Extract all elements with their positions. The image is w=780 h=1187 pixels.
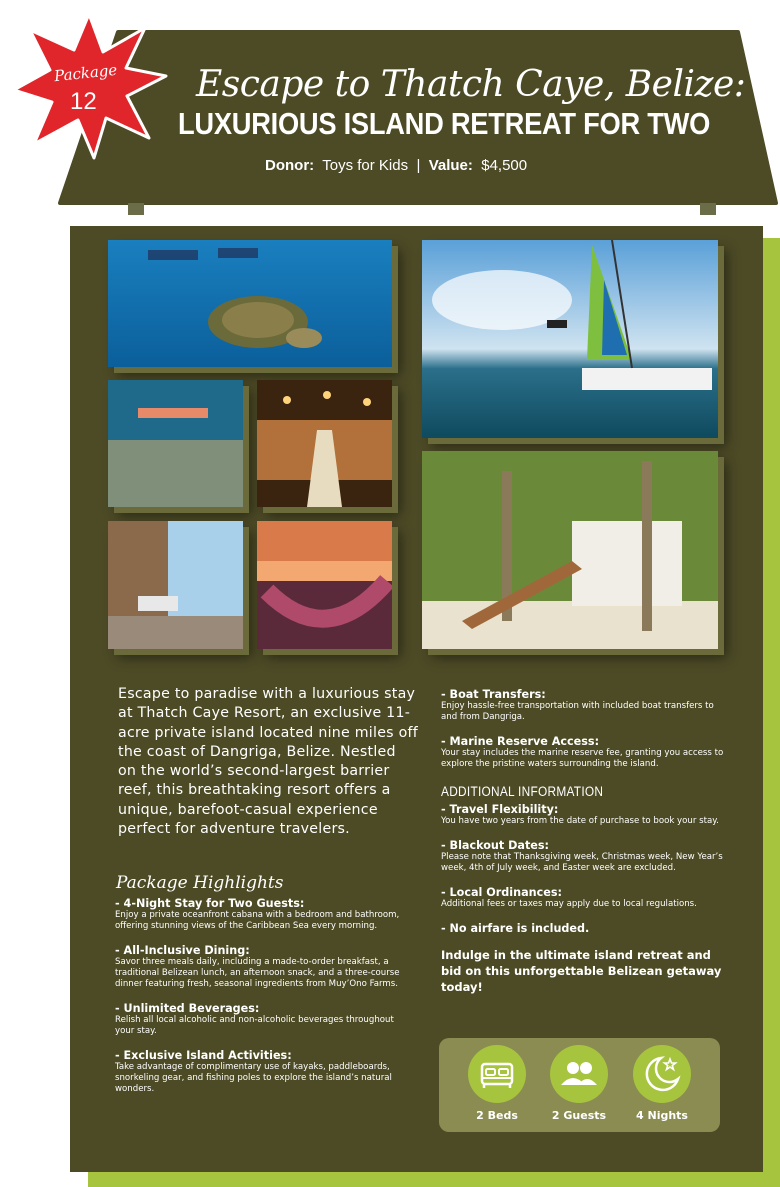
donor-value-line: Donor: Toys for Kids | Value: $4,500	[265, 157, 528, 174]
additional-information-heading: ADDITIONAL INFORMATION	[441, 784, 604, 799]
detail-text: Your stay includes the marine reserve fee, granting you access to explore the pristine waters surrounding the island.	[441, 748, 724, 769]
highlight-text: Take advantage of complimentary use of kayaks, paddleboards, snorkeling gear, and fishing poles to explore the island’s natural wonders.	[115, 1062, 392, 1094]
photo-hammock-sunset	[257, 521, 392, 649]
page-title-script: Escape to Thatch Caye, Belize: A	[196, 64, 778, 105]
detail-item	[441, 735, 726, 770]
additional-text: Additional fees or taxes may apply due to local regulations.	[441, 899, 697, 909]
additional-item	[441, 886, 726, 910]
additional-title: - Local Ordinances:	[441, 886, 562, 899]
highlight-title: - Exclusive Island Activities:	[115, 1049, 292, 1062]
package-highlights-heading: Package Highlights	[116, 873, 284, 893]
additional-title: - No airfare is included.	[441, 922, 590, 935]
badge-package-number: 12	[70, 88, 97, 115]
icon-label-guests: 2 Guests	[551, 1109, 607, 1122]
photo-cabana-deck	[108, 521, 243, 649]
additional-item	[441, 803, 726, 827]
highlight-title: - 4-Night Stay for Two Guests:	[115, 897, 305, 910]
guests-icon	[550, 1045, 608, 1103]
highlight-item	[115, 1002, 400, 1037]
photo-dinner-table	[257, 380, 392, 507]
highlight-text: Relish all local alcoholic and non-alcoholic beverages throughout your stay.	[115, 1015, 394, 1036]
detail-item	[441, 688, 726, 723]
highlight-text: Enjoy a private oceanfront cabana with a bedroom and bathroom, offering stunning views of the Caribbean Sea every morning.	[115, 910, 400, 931]
highlight-item	[115, 897, 400, 932]
photo-snorkeler-reef	[108, 380, 243, 507]
additional-text: Please note that Thanksgiving week, Christmas week, New Year’s week, 4th of July week, and Easter week are excluded.	[441, 852, 723, 873]
detail-title: - Marine Reserve Access:	[441, 735, 600, 748]
badge-package-label: Package	[53, 60, 119, 86]
page-title-main: LUXURIOUS ISLAND RETREAT FOR TWO	[178, 106, 711, 141]
additional-text: You have two years from the date of purchase to book your stay.	[441, 816, 719, 826]
moon-star-icon	[633, 1045, 691, 1103]
package-badge-burst	[10, 10, 168, 160]
right-column-details	[441, 688, 726, 995]
icon-label-nights: 4 Nights	[636, 1109, 688, 1122]
bed-icon	[468, 1045, 526, 1103]
detail-text: Enjoy hassle-free transportation with included boat transfers to and from Dangriga.	[441, 701, 714, 722]
closing-call-to-action: Indulge in the ultimate island retreat and bid on this unforgettable Belizean getaway today!	[441, 948, 722, 994]
highlight-text: Savor three meals daily, including a made-to-order breakfast, a traditional Belizean lunch, an afternoon snack, and a three-course dinner featuring fresh, seasonal ingredients from Muy’Ono Farms.	[115, 957, 400, 989]
highlight-item	[115, 944, 400, 990]
detail-title: - Boat Transfers:	[441, 688, 546, 701]
additional-item	[441, 922, 726, 935]
additional-item	[441, 839, 726, 874]
highlight-title: - All-Inclusive Dining:	[115, 944, 250, 957]
highlight-item	[115, 1049, 400, 1095]
highlight-title: - Unlimited Beverages:	[115, 1002, 260, 1015]
additional-title: - Blackout Dates:	[441, 839, 550, 852]
photo-sea-turtle	[108, 240, 392, 367]
icon-label-beds: 2 Beds	[476, 1109, 518, 1122]
highlights-list	[115, 897, 400, 1107]
photo-catamaran-jump	[422, 240, 718, 438]
additional-title: - Travel Flexibility:	[441, 803, 559, 816]
photo-palm-treehouse	[422, 451, 718, 649]
intro-paragraph: Escape to paradise with a luxurious stay at Thatch Caye Resort, an exclusive 11-acre private island located nine miles off the coast of Dangriga, Belize. Nestled on the world’s second-largest barrier reef, this breathtaking resort offers a unique, barefoot-casual experience perfect for adventure travelers.	[118, 686, 418, 838]
